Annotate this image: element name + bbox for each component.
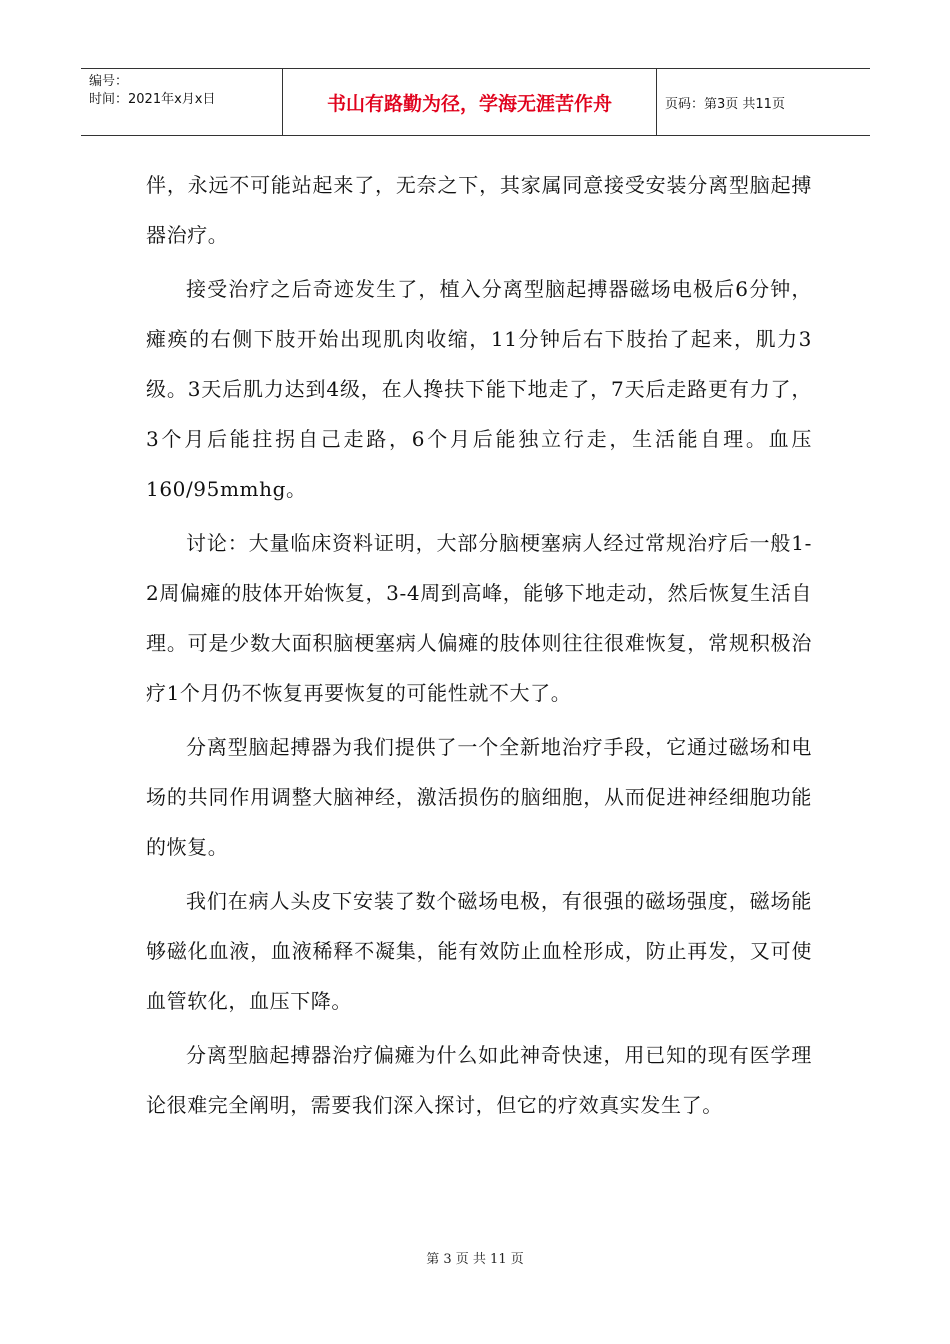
paragraph-treatment-result: 接受治疗之后奇迹发生了，植入分离型脑起搏器磁场电极后6分钟，瘫痪的右侧下肢开始出现肌肉收缩，11分钟后右下肢抬了起来，肌力3级。3天后肌力达到4级，在人搀扶下能下地走了，7天后走路更有力了，3个月后能拄拐自己走路，6个月后能独立行走，生活能自理。血压160/95mmhg。 (146, 277, 812, 501)
page-footer: 第 3 页 共 11 页 (426, 1252, 524, 1267)
paragraph-conclusion: 分离型脑起搏器治疗偏瘫为什么如此神奇快速，用已知的现有医学理论很难完全阐明，需要我们深入探讨，但它的疗效真实发生了。 (146, 1043, 812, 1117)
paragraph-mechanism: 分离型脑起搏器为我们提供了一个全新地治疗手段，它通过磁场和电场的共同作用调整大脑神经，激活损伤的脑细胞，从而促进神经细胞功能的恢复。 (146, 735, 812, 859)
paragraph-continuation: 伴，永远不可能站起来了，无奈之下，其家属同意接受安装分离型脑起搏器治疗。 (146, 173, 812, 247)
paragraph-electrodes: 我们在病人头皮下安装了数个磁场电极，有很强的磁场强度，磁场能够磁化血液，血液稀释不凝集，能有效防止血栓形成，防止再发，又可使血管软化，血压下降。 (146, 889, 812, 1013)
time-label: 时间：2021年x月x日 (89, 92, 216, 107)
paragraph-discussion: 讨论：大量临床资料证明，大部分脑梗塞病人经过常规治疗后一般1-2周偏瘫的肢体开始恢复，3-4周到高峰，能够下地走动，然后恢复生活自理。可是少数大面积脑梗塞病人偏瘫的肢体则往往很难恢复，常规积极治疗1个月仍不恢复再要恢复的可能性就不大了。 (146, 531, 812, 705)
header-meta (81, 69, 283, 135)
header-motto: 书山有路勤为径，学海无涯苦作舟 (283, 69, 657, 135)
document-body (146, 160, 812, 1130)
number-label: 编号： (89, 74, 129, 89)
page-header (81, 68, 870, 136)
header-page-info: 页码：第3页 共11页 (665, 96, 785, 112)
